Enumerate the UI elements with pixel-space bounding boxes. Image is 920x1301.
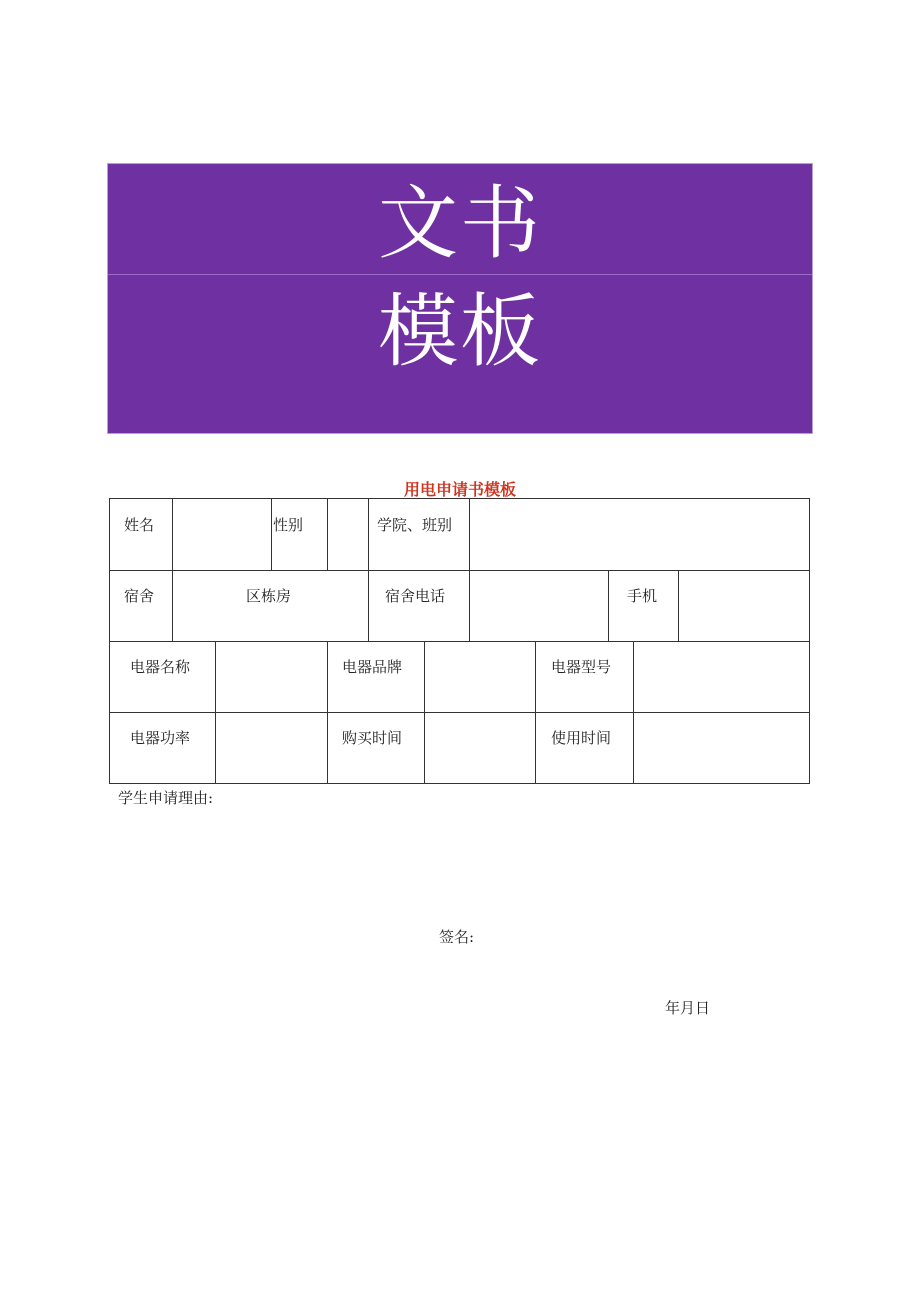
banner-title-line2: 模板 xyxy=(378,285,542,378)
form-title: 用电申请书模板 xyxy=(403,480,516,499)
application-form-table xyxy=(109,498,810,784)
signature-label: 签名: xyxy=(439,928,475,946)
col-divider xyxy=(172,570,173,641)
col-divider xyxy=(678,570,679,641)
col-divider xyxy=(172,499,173,570)
cover-banner xyxy=(107,163,813,434)
col-divider xyxy=(368,570,369,641)
col-divider xyxy=(215,641,216,783)
college-class-label: 学院、班别 xyxy=(377,516,453,534)
application-reason-label: 学生申请理由: xyxy=(118,789,214,807)
col-divider xyxy=(469,499,470,570)
col-divider xyxy=(271,499,272,570)
col-divider xyxy=(535,641,536,783)
col-divider xyxy=(633,641,634,783)
purchase-time-label: 购买时间 xyxy=(342,729,403,747)
col-divider xyxy=(424,641,425,783)
banner-title-line1: 文书 xyxy=(378,177,542,270)
appliance-model-label: 电器型号 xyxy=(551,658,612,676)
appliance-brand-label: 电器品牌 xyxy=(342,658,403,676)
usage-time-label: 使用时间 xyxy=(551,729,612,747)
col-divider xyxy=(368,499,369,570)
col-divider xyxy=(608,570,609,641)
col-divider xyxy=(327,641,328,783)
date-label: 年月日 xyxy=(665,999,711,1017)
col-divider xyxy=(327,499,328,570)
dorm-address-label: 区栋房 xyxy=(246,587,292,605)
col-divider xyxy=(469,570,470,641)
name-label: 姓名 xyxy=(124,516,155,534)
dorm-label: 宿舍 xyxy=(124,587,155,605)
banner-divider xyxy=(108,274,812,275)
mobile-label: 手机 xyxy=(627,587,658,605)
appliance-name-label: 电器名称 xyxy=(130,658,191,676)
gender-label: 性别 xyxy=(273,516,304,534)
appliance-power-label: 电器功率 xyxy=(130,729,191,747)
dorm-phone-label: 宿舍电话 xyxy=(385,587,446,605)
row-divider xyxy=(110,570,809,571)
